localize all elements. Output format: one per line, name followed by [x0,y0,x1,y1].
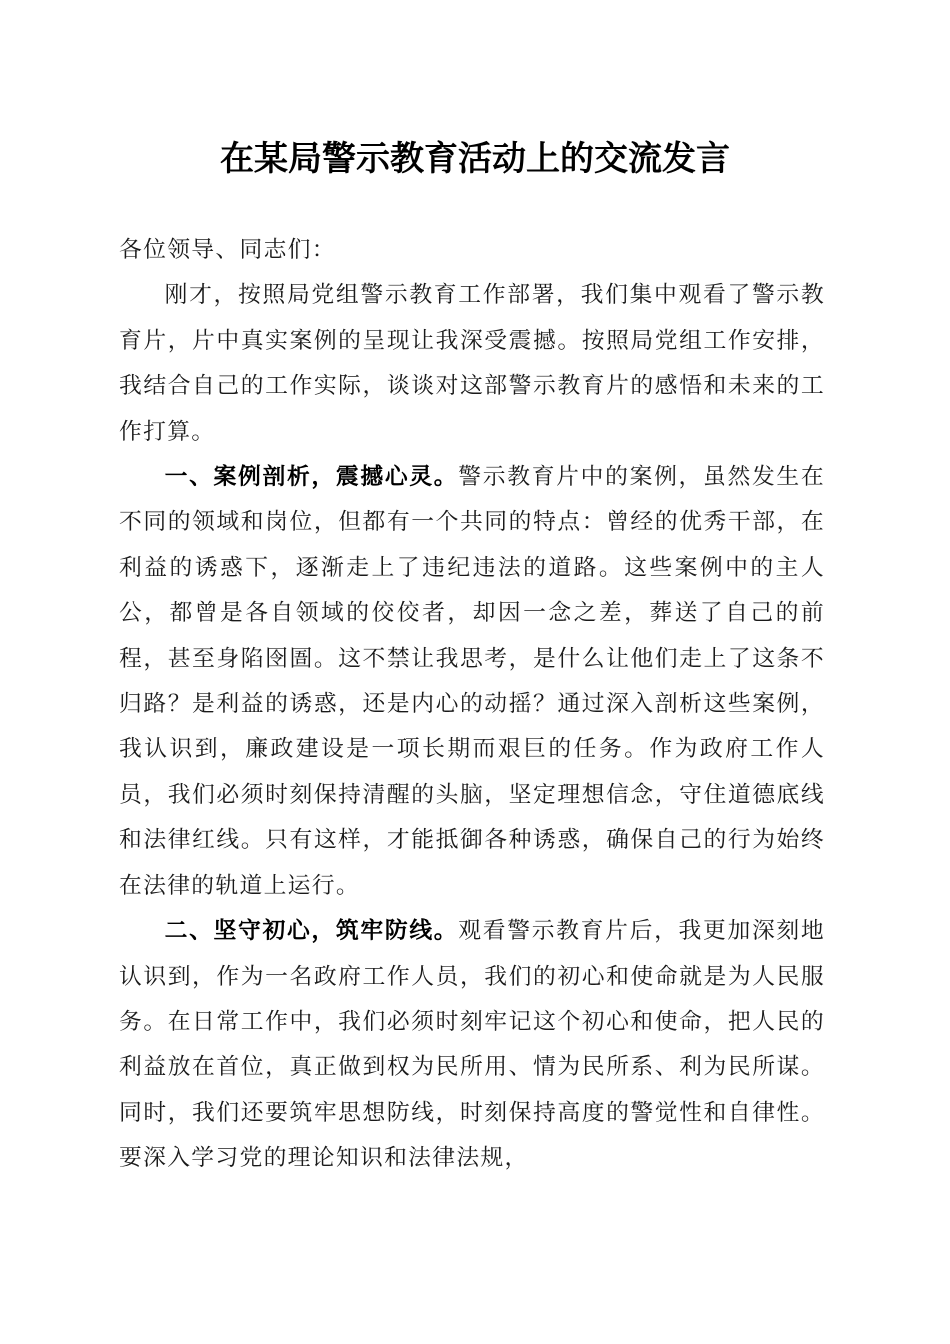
section-heading-2: 二、坚守初心，筑牢防线。 [164,918,459,945]
section-text-2: 观看警示教育片后，我更加深刻地认识到，作为一名政府工作人员，我们的初心和使命就是为人民服务。在日常工作中，我们必须时刻牢记这个初心和使命，把人民的利益放在首位，真正做到权为民所用、情为民所系、利为民所谋。同时，我们还要筑牢思想防线，时刻保持高度的警觉性和自律性。要深入学习党的理论知识和法律法规， [119,918,826,1172]
salutation: 各位领导、同志们： [119,237,336,263]
document-body [119,228,825,1182]
section-text-1: 警示教育片中的案例，虽然发生在不同的领域和岗位，但都有一个共同的特点：曾经的优秀干部，在利益的诱惑下，逐渐走上了违纪违法的道路。这些案例中的主人公，都曾是各自领域的佼佼者，却因一念之差，葬送了自己的前程，甚至身陷囹圄。这不禁让我思考，是什么让他们走上了这条不归路？是利益的诱惑，还是内心的动摇？通过深入剖析这些案例，我认识到，廉政建设是一项长期而艰巨的任务。作为政府工作人员，我们必须时刻保持清醒的头脑，坚定理想信念，守住道德底线和法律红线。只有这样，才能抵御各种诱惑，确保自己的行为始终在法律的轨道上运行。 [119,464,826,899]
section-paragraph-1 [119,455,825,909]
section-heading-1: 一、案例剖析，震撼心灵。 [164,464,459,491]
section-paragraph-2 [119,909,825,1181]
document-title: 在某局警示教育活动上的交流发言 [220,139,730,179]
intro-paragraph: 刚才，按照局党组警示教育工作部署，我们集中观看了警示教育片，片中真实案例的呈现让我深受震撼。按照局党组工作安排，我结合自己的工作实际，谈谈对这部警示教育片的感悟和未来的工作打算。 [119,282,825,445]
